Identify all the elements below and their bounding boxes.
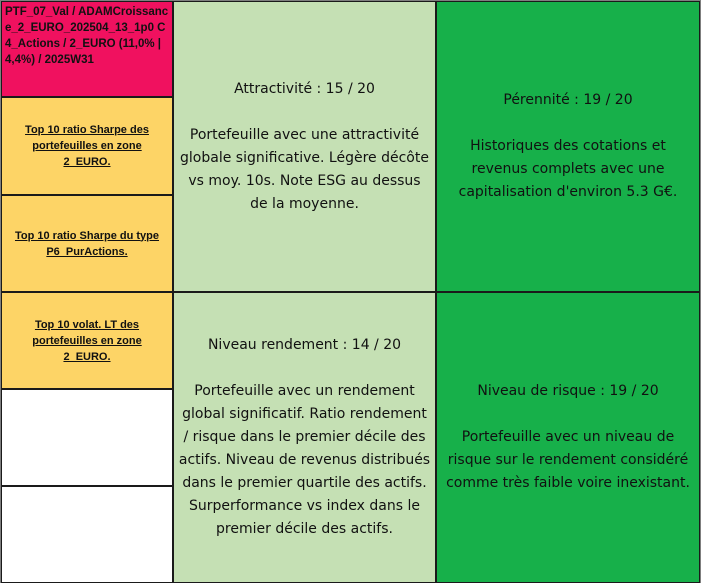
side-cell-volat-zone	[1, 292, 173, 389]
perennite-heading: Pérennité : 19 / 20	[503, 92, 633, 108]
side-cell-sharpe-type	[1, 195, 173, 292]
perennite-text: Historiques des cotations et revenus complets avec une capitalisation d'environ 5.3 G€.	[458, 138, 678, 200]
side-cell-sharpe-zone	[1, 97, 173, 195]
portfolio-title-text: PTF_07_Val / ADAMCroissance_2_EURO_202504_13_1p0 C4_Actions / 2_EURO (11,0% | 4,4%) / 2025W31	[5, 6, 169, 66]
risque-heading: Niveau de risque : 19 / 20	[477, 383, 659, 399]
link-top10-sharpe-type[interactable]: Top 10 ratio Sharpe du type P6_PurActions.	[14, 229, 160, 258]
attractivite-heading: Attractivité : 15 / 20	[234, 80, 375, 97]
rendement-heading: Niveau rendement : 14 / 20	[207, 337, 402, 353]
panel-rendement	[173, 292, 436, 583]
portfolio-title	[1, 1, 173, 97]
attractivite-text: Portefeuille avec une attractivité globale significative. Légère décôte vs moy. 10s. Note ESG au dessus de la moyenne.	[180, 126, 429, 212]
rendement-text: Portefeuille avec un rendement global significatif. Ratio rendement / risque dans le premier décile des actifs. Niveau de revenus distribués dans le premier quartile des actifs. Surperformance vs index dans le premier décile des actifs.	[178, 383, 431, 537]
empty-cell-2	[1, 486, 173, 583]
link-top10-volat-zone[interactable]: Top 10 volat. LT des portefeuilles en zone 2_EURO.	[32, 318, 142, 363]
risque-text: Portefeuille avec un niveau de risque sur le rendement considéré comme très faible voire inexistant.	[446, 429, 690, 491]
panel-attractivite	[173, 1, 436, 292]
empty-cell-1	[1, 389, 173, 486]
panel-perennite	[436, 1, 700, 292]
link-top10-sharpe-zone[interactable]: Top 10 ratio Sharpe des portefeuilles en zone 2_EURO.	[25, 124, 149, 168]
panel-risque	[436, 292, 700, 583]
